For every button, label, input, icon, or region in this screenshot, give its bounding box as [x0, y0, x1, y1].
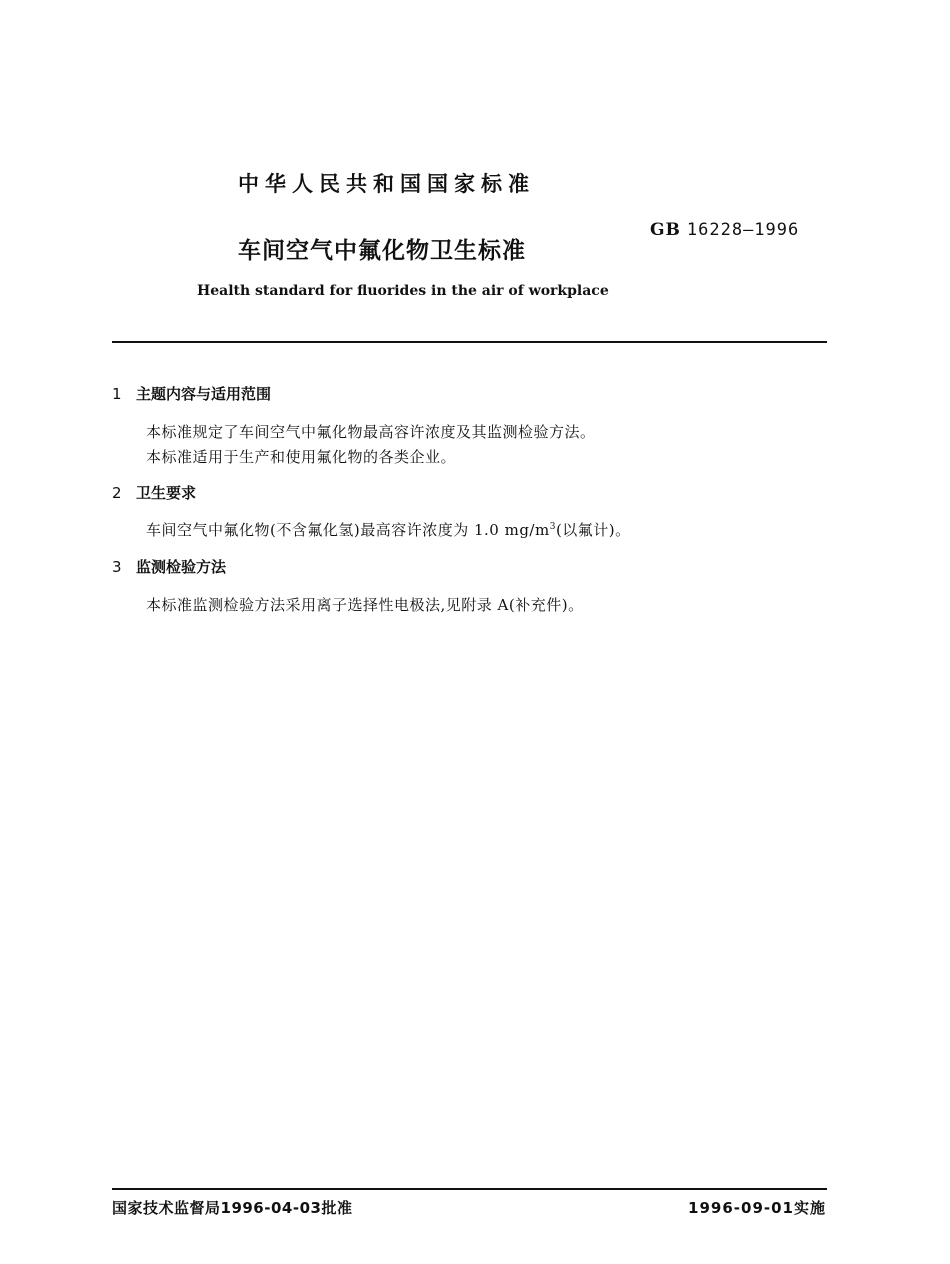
- section-1-paragraph-2: 本标准适用于生产和使用氟化物的各类企业。: [146, 448, 457, 466]
- section-3-heading: [112, 556, 226, 577]
- section-2-heading: [112, 482, 196, 503]
- limit-text-suffix: (以氟计)。: [555, 521, 631, 539]
- standard-code-number: 16228—1996: [686, 220, 800, 240]
- section-3-paragraph: 本标准监测检验方法采用离子选择性电极法,见附录 A(补充件)。: [146, 596, 584, 614]
- section-number: 1: [112, 385, 122, 403]
- national-standard-heading: 中华人民共和国国家标准: [238, 172, 535, 196]
- limit-text: 车间空气中氟化物(不含氟化氢)最高容许浓度为 1.0 mg/m: [146, 521, 550, 539]
- section-number: 3: [112, 558, 122, 576]
- approval-line: 国家技术监督局1996-04-03批准: [112, 1199, 353, 1217]
- document-title-en: Health standard for fluorides in the air of workplace: [197, 283, 609, 299]
- implementation-line: 1996-09-01实施: [688, 1199, 826, 1217]
- section-number: 2: [112, 484, 122, 502]
- section-1-paragraph-1: 本标准规定了车间空气中氟化物最高容许浓度及其监测检验方法。: [146, 423, 596, 441]
- standard-code: [650, 220, 799, 240]
- section-title: 卫生要求: [136, 484, 197, 502]
- header-divider: [112, 341, 827, 343]
- standard-code-prefix: GB: [650, 220, 681, 240]
- unit-superscript: 3: [549, 522, 556, 532]
- document-title-cn: 车间空气中氟化物卫生标准: [238, 238, 526, 264]
- section-title: 主题内容与适用范围: [136, 385, 272, 403]
- footer-divider: [112, 1188, 827, 1190]
- section-1-heading: [112, 383, 271, 404]
- section-2-paragraph: [146, 519, 631, 540]
- section-title: 监测检验方法: [136, 558, 227, 576]
